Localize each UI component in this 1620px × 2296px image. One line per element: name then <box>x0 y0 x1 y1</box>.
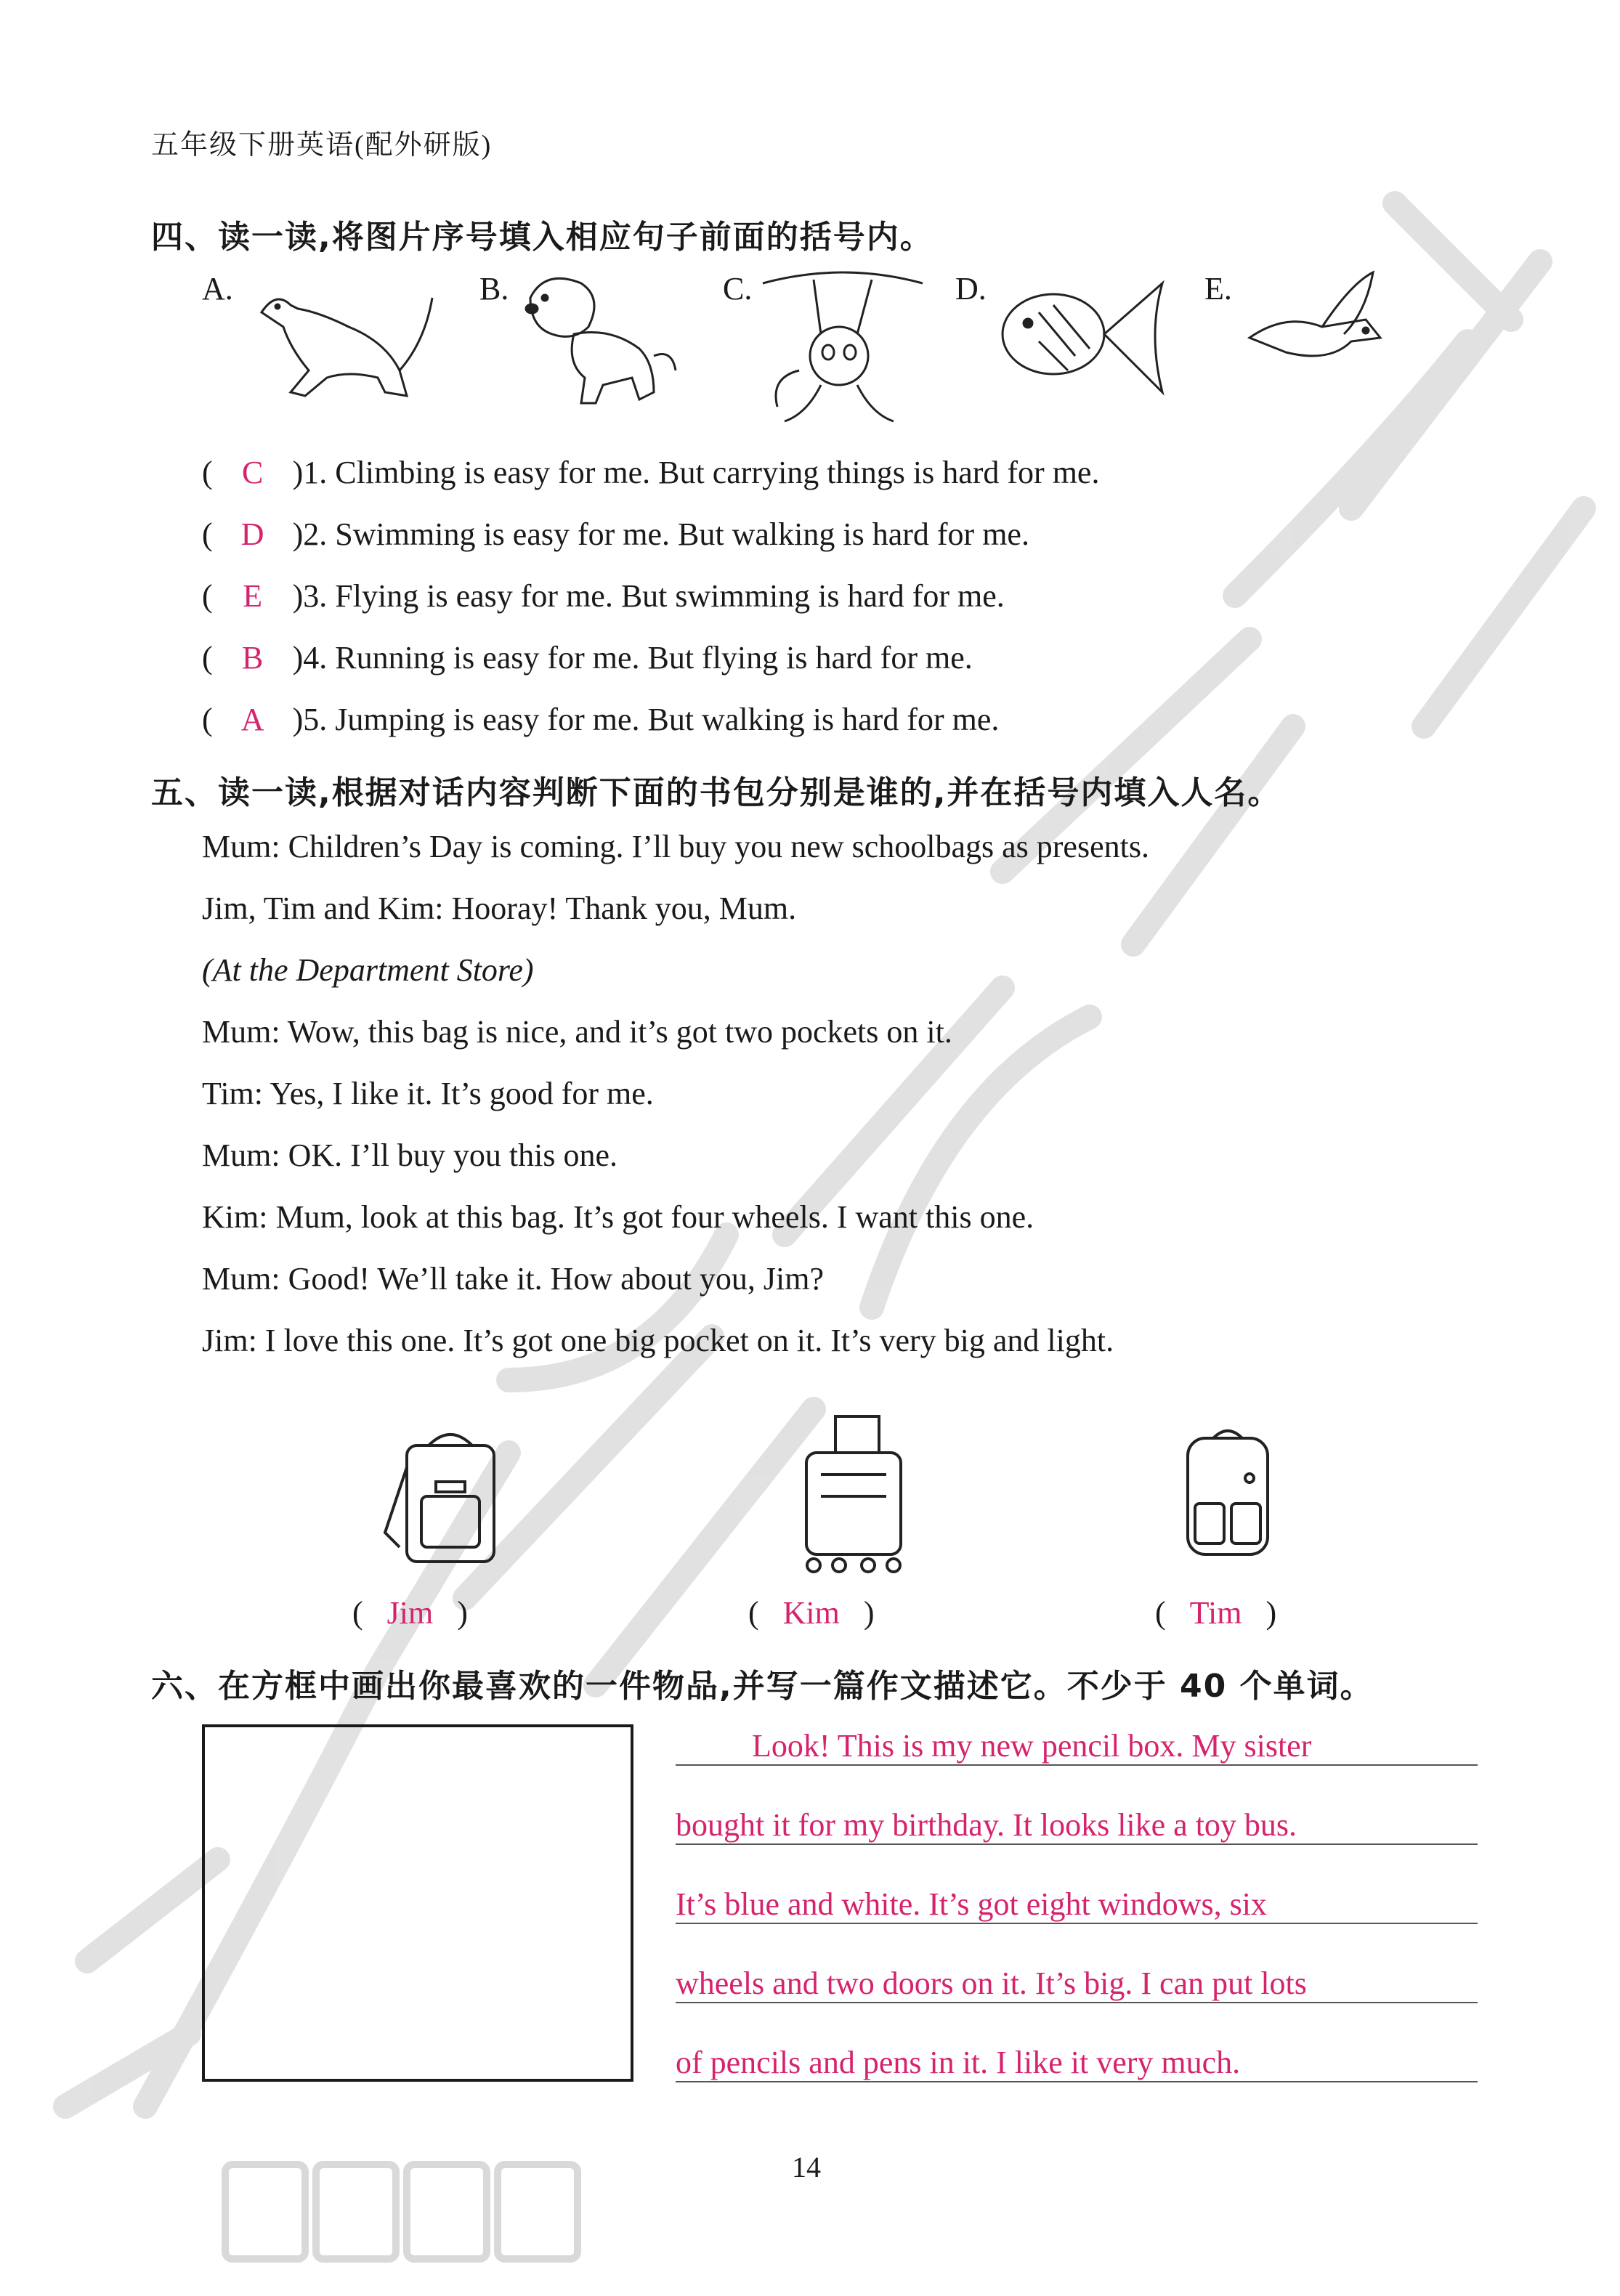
dialogue-line: Mum: Children’s Day is coming. I’ll buy you new schoolbags as presents. <box>202 829 1149 864</box>
essay-line[interactable]: Look! This is my new pencil box. My sister <box>676 1727 1478 1766</box>
picture-label-c: C. <box>723 271 753 307</box>
question-1-text: )1. Climbing is easy for me. But carrying things is hard for me. <box>292 455 1100 490</box>
picture-label-e: E. <box>1204 271 1232 307</box>
bag-owner-answer-1[interactable]: Jim <box>386 1595 434 1631</box>
section5-title: 五、读一读,根据对话内容判断下面的书包分别是谁的,并在括号内填入人名。 <box>151 774 1281 811</box>
rolling-schoolbag-icon <box>792 1409 915 1576</box>
answer-1[interactable]: C <box>241 455 264 490</box>
bag-owner-answer-2[interactable]: Kim <box>782 1595 840 1631</box>
dialogue-line: (At the Department Store) <box>202 952 534 988</box>
question-4-text: )4. Running is easy for me. But flying is hard for me. <box>292 640 973 676</box>
question-2: ( D )2. Swimming is easy for me. But walking is hard for me. <box>202 516 1029 552</box>
schoolbag-one-pocket-icon <box>378 1424 509 1569</box>
section6-title: 六、在方框中画出你最喜欢的一件物品,并写一篇作文描述它。不少于 40 个单词。 <box>151 1668 1374 1705</box>
monkey-icon <box>756 261 930 436</box>
question-5-text: )5. Jumping is easy for me. But walking is hard for me. <box>292 702 1000 737</box>
kangaroo-icon <box>240 269 443 407</box>
bag-owner-1: ( Jim ) <box>352 1595 468 1631</box>
question-2-text: )2. Swimming is easy for me. But walking is hard for me. <box>292 516 1029 552</box>
section4-title: 四、读一读,将图片序号填入相应句子前面的括号内。 <box>151 219 933 256</box>
dialogue-line: Mum: Good! We’ll take it. How about you, Jim? <box>202 1261 824 1297</box>
essay-line[interactable]: bought it for my birthday. It looks like a toy bus. <box>676 1806 1478 1845</box>
dialogue-line: Mum: OK. I’ll buy you this one. <box>202 1137 617 1173</box>
book-title: 五年级下册英语(配外研版) <box>151 130 493 161</box>
dialogue-line: Mum: Wow, this bag is nice, and it’s got two pockets on it. <box>202 1014 952 1050</box>
essay-line[interactable]: It’s blue and white. It’s got eight windows, six <box>676 1886 1478 1924</box>
zuoye-jingling-logo <box>218 2150 596 2273</box>
bag-owner-answer-3[interactable]: Tim <box>1189 1595 1242 1631</box>
schoolbag-two-pockets-icon <box>1177 1424 1279 1562</box>
question-4: ( B )4. Running is easy for me. But flying is hard for me. <box>202 640 973 676</box>
bird-icon <box>1242 269 1388 378</box>
dialogue-line: Jim: I love this one. It’s got one big pocket on it. It’s very big and light. <box>202 1323 1114 1358</box>
bag-owner-2: ( Kim ) <box>748 1595 875 1631</box>
picture-label-a: A. <box>202 271 233 307</box>
question-3: ( E )3. Flying is easy for me. But swimming is hard for me. <box>202 578 1005 614</box>
dialogue-line: Jim, Tim and Kim: Hooray! Thank you, Mum. <box>202 891 797 926</box>
page-number: 14 <box>792 2151 821 2183</box>
answer-3[interactable]: E <box>243 578 263 614</box>
picture-label-d: D. <box>955 271 987 307</box>
essay-line[interactable]: of pencils and pens in it. I like it very much. <box>676 2044 1478 2082</box>
dialogue-line: Kim: Mum, look at this bag. It’s got four wheels. I want this one. <box>202 1199 1034 1235</box>
fish-icon <box>995 269 1170 407</box>
bag-owner-3: ( Tim ) <box>1155 1595 1277 1631</box>
question-3-text: )3. Flying is easy for me. But swimming is hard for me. <box>292 578 1005 614</box>
answer-5[interactable]: A <box>240 702 264 737</box>
question-1: ( C )1. Climbing is easy for me. But carrying things is hard for me. <box>202 455 1100 490</box>
answer-2[interactable]: D <box>240 516 264 552</box>
drawing-box[interactable] <box>202 1724 633 2082</box>
dog-icon <box>516 269 683 414</box>
essay-line[interactable]: wheels and two doors on it. It’s big. I can put lots <box>676 1965 1478 2003</box>
question-5: ( A )5. Jumping is easy for me. But walking is hard for me. <box>202 702 1000 737</box>
picture-label-b: B. <box>479 271 509 307</box>
dialogue-line: Tim: Yes, I like it. It’s good for me. <box>202 1076 654 1111</box>
answer-4[interactable]: B <box>241 640 264 676</box>
